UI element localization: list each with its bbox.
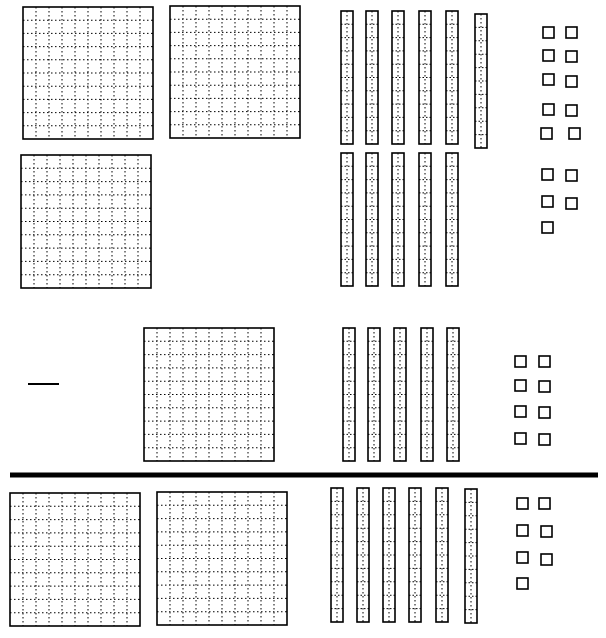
one-cube xyxy=(515,380,526,391)
hundred-flat xyxy=(10,493,140,626)
ten-rod xyxy=(394,328,406,461)
ten-rod xyxy=(421,328,433,461)
ten-rod xyxy=(475,14,487,148)
ten-rod xyxy=(419,153,431,286)
hundred-flat xyxy=(144,328,274,461)
hundred-flat xyxy=(157,492,287,625)
ten-rod xyxy=(409,488,421,622)
minuend-blocks xyxy=(21,6,580,288)
subtrahend-blocks xyxy=(144,328,550,461)
one-cube xyxy=(517,525,528,536)
one-cube xyxy=(566,170,577,181)
one-cube xyxy=(542,222,553,233)
one-cube xyxy=(517,552,528,563)
ten-rod xyxy=(465,489,477,623)
ten-rod xyxy=(357,488,369,622)
one-cube xyxy=(517,578,528,589)
ten-rod xyxy=(446,11,458,144)
one-cube xyxy=(539,356,550,367)
ten-rod xyxy=(419,11,431,144)
ten-rod xyxy=(383,488,395,622)
ten-rod xyxy=(447,328,459,461)
ten-rod xyxy=(436,488,448,622)
one-cube xyxy=(543,74,554,85)
one-cube xyxy=(566,105,577,116)
ten-rod xyxy=(392,153,404,286)
one-cube xyxy=(543,27,554,38)
hundred-flat xyxy=(23,7,153,139)
one-cube xyxy=(515,356,526,367)
ten-rod xyxy=(392,11,404,144)
one-cube xyxy=(566,27,577,38)
one-cube xyxy=(515,406,526,417)
difference-blocks xyxy=(10,488,552,626)
ten-rod xyxy=(366,11,378,144)
one-cube xyxy=(515,433,526,444)
one-cube xyxy=(539,498,550,509)
one-cube xyxy=(541,128,552,139)
one-cube xyxy=(566,76,577,87)
ten-rod xyxy=(341,11,353,144)
ten-rod xyxy=(366,153,378,286)
one-cube xyxy=(542,196,553,207)
one-cube xyxy=(566,51,577,62)
hundred-flat xyxy=(21,155,151,288)
one-cube xyxy=(543,50,554,61)
one-cube xyxy=(539,381,550,392)
one-cube xyxy=(566,198,577,209)
hundred-flat xyxy=(170,6,300,138)
ten-rod xyxy=(343,328,355,461)
one-cube xyxy=(541,526,552,537)
one-cube xyxy=(543,104,554,115)
one-cube xyxy=(541,554,552,565)
one-cube xyxy=(517,498,528,509)
ten-rod xyxy=(368,328,380,461)
ten-rod xyxy=(341,153,353,286)
one-cube xyxy=(539,434,550,445)
one-cube xyxy=(569,128,580,139)
one-cube xyxy=(542,169,553,180)
ten-rod xyxy=(331,488,343,622)
one-cube xyxy=(539,407,550,418)
ten-rod xyxy=(446,153,458,286)
